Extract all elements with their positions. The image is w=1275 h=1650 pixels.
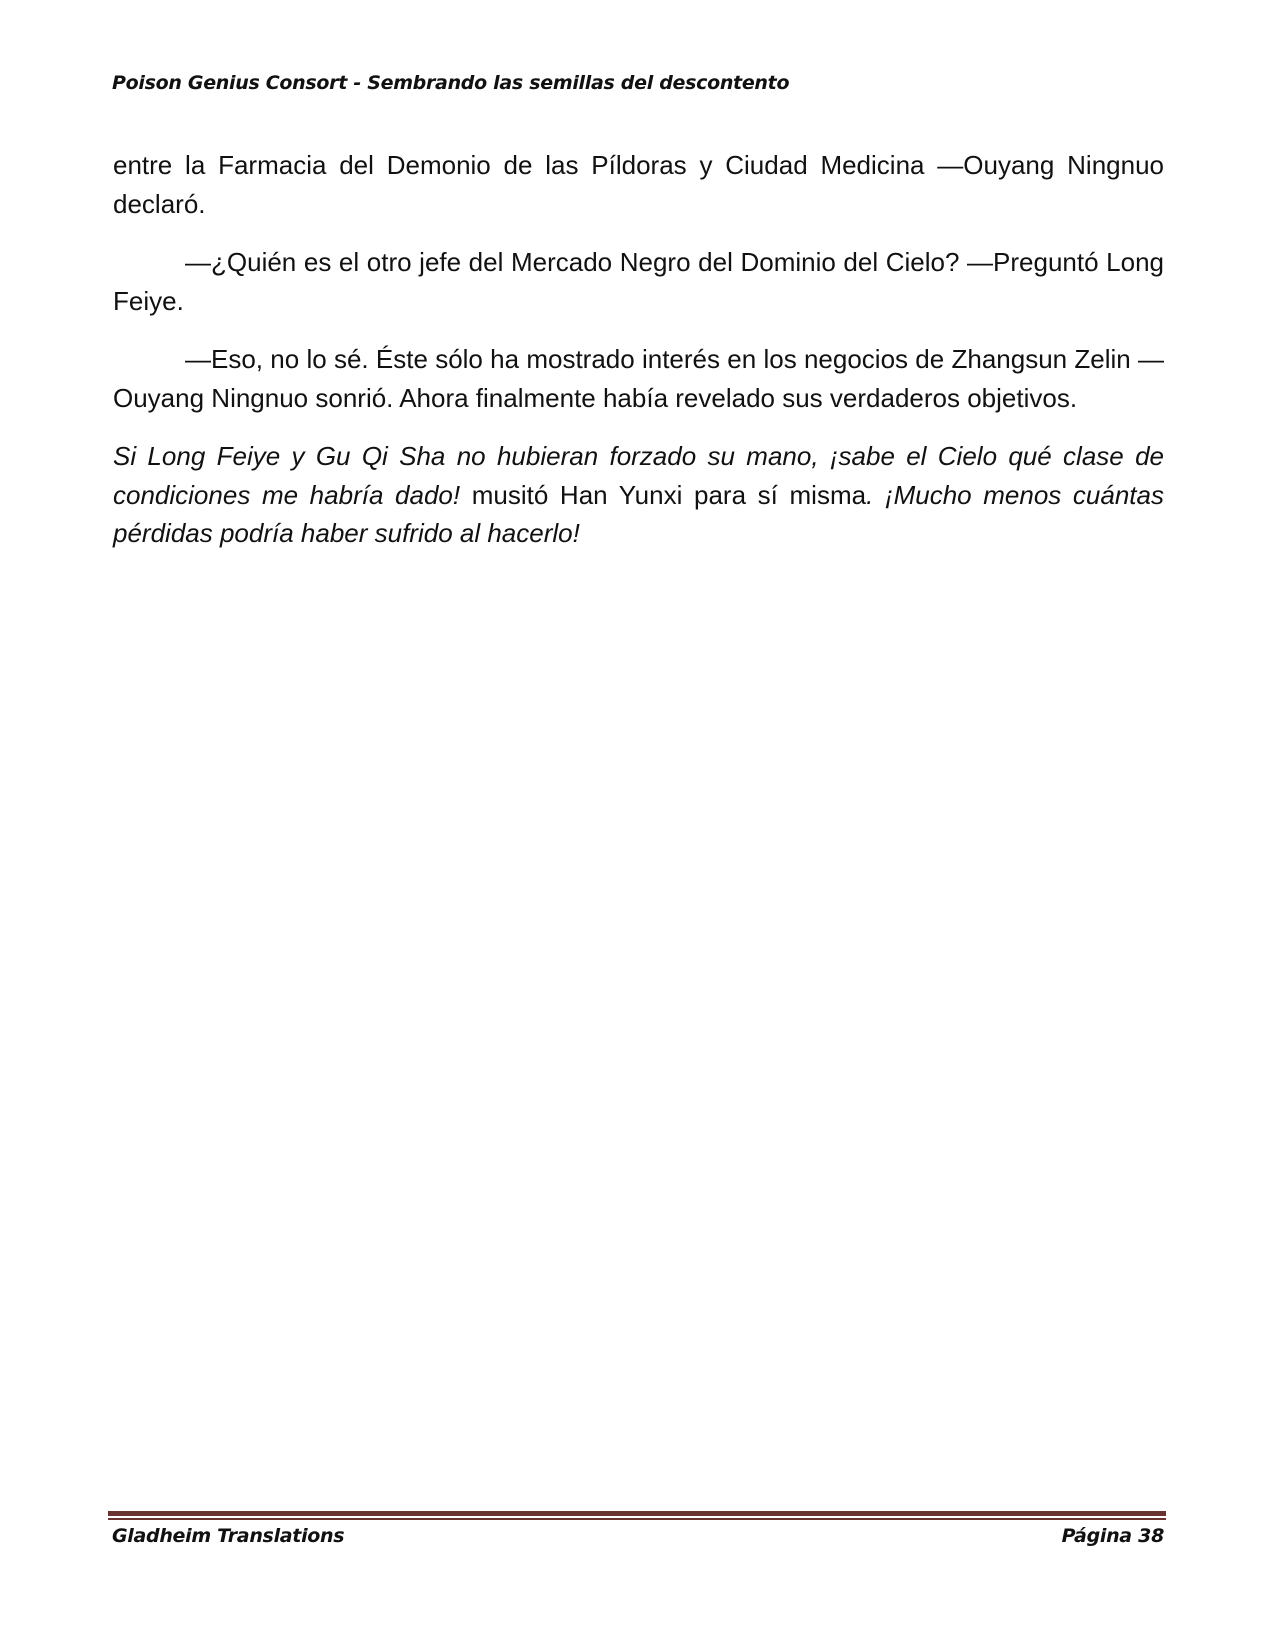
footer-rule-thick xyxy=(108,1511,1166,1516)
page-number: Página 38 xyxy=(1061,1525,1164,1547)
paragraph-1: entre la Farmacia del Demonio de las Píldoras y Ciudad Medicina —Ouyang Ningnuo declaró. xyxy=(113,150,1164,219)
footer-credit: Gladheim Translations xyxy=(112,1525,345,1547)
paragraph-4-thought-1: Si Long Feiye y Gu Qi Sha no hubieran forzado su mano, ¡sabe el Cielo qué clase de condiciones me habría dado! xyxy=(113,441,1164,510)
paragraph-3: —Eso, no lo sé. Éste sólo ha mostrado interés en los negocios de Zhangsun Zelin —Ouyang Ningnuo sonrió. Ahora finalmente había revelado sus verdaderos objetivos. xyxy=(113,344,1164,413)
page-body xyxy=(113,146,1164,573)
paragraph-4-narration: musitó Han Yunxi para sí misma xyxy=(460,479,867,510)
page-header-title: Poison Genius Consort - Sembrando las semillas del descontento xyxy=(112,72,790,94)
footer-rule xyxy=(108,1511,1166,1521)
paragraph-2: —¿Quién es el otro jefe del Mercado Negro del Dominio del Cielo? —Preguntó Long Feiye. xyxy=(113,247,1164,316)
footer-rule-thin xyxy=(108,1518,1166,1520)
page-footer xyxy=(112,1525,1164,1547)
paragraph-4-thought-2: . ¡Mucho menos cuántas pérdidas podría haber sufrido al hacerlo! xyxy=(113,479,1164,548)
paragraph-4 xyxy=(113,437,1164,553)
